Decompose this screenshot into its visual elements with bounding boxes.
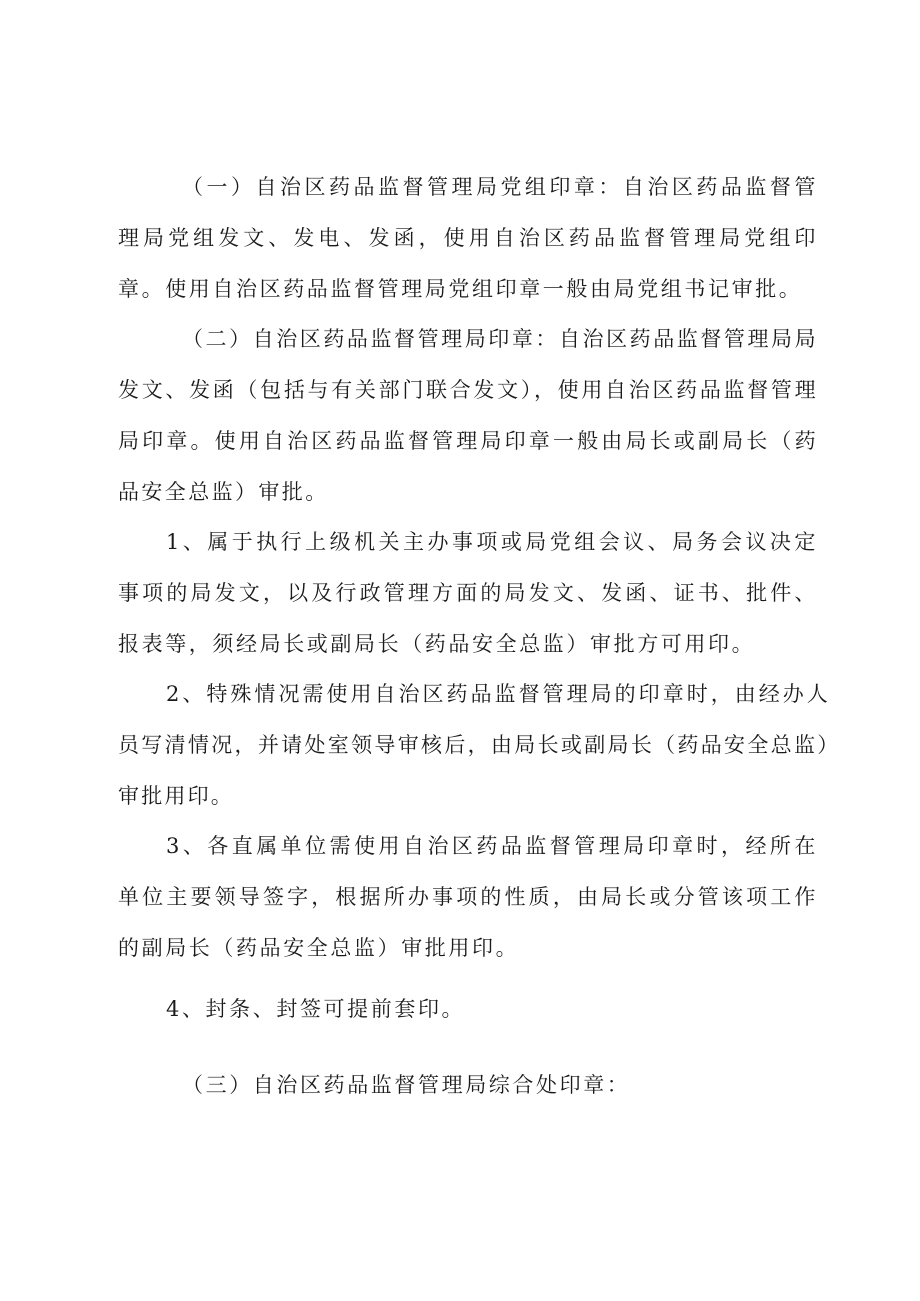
paragraph-item-3: 3、各直属单位需使用自治区药品监督管理局印章时，经所在单位主要领导签字，根据所办事项的性质，由局长或分管该项工作的副局长（药品安全总监）审批用印。 (118, 834, 818, 960)
paragraph-general-office-seal: （三）自治区药品监督管理局综合处印章： (182, 1073, 631, 1097)
paragraph-item-1: 1、属于执行上级机关主办事项或局党组会议、局务会议决定事项的局发文，以及行政管理方面的局发文、发函、证书、批件、报表等，须经局长或副局长（药品安全总监）审批方可用印。 (118, 530, 818, 656)
paragraph-item-4: 4、封条、封签可提前套印。 (166, 997, 466, 1021)
paragraph-item-2: 2、特殊情况需使用自治区药品监督管理局的印章时，由经办人员写清情况，并请处室领导审核后，由局长或副局长（药品安全总监）审批用印。 (118, 682, 830, 808)
paragraph-bureau-seal: （二）自治区药品监督管理局印章：自治区药品监督管理局局发文、发函（包括与有关部门联合发文），使用自治区药品监督管理局印章。使用自治区药品监督管理局印章一般由局长或副局长（药品安全总监）审批。 (118, 327, 818, 504)
paragraph-party-group-seal: （一）自治区药品监督管理局党组印章：自治区药品监督管理局党组发文、发电、发函，使用自治区药品监督管理局党组印章。使用自治区药品监督管理局党组印章一般由局党组书记审批。 (118, 175, 818, 301)
